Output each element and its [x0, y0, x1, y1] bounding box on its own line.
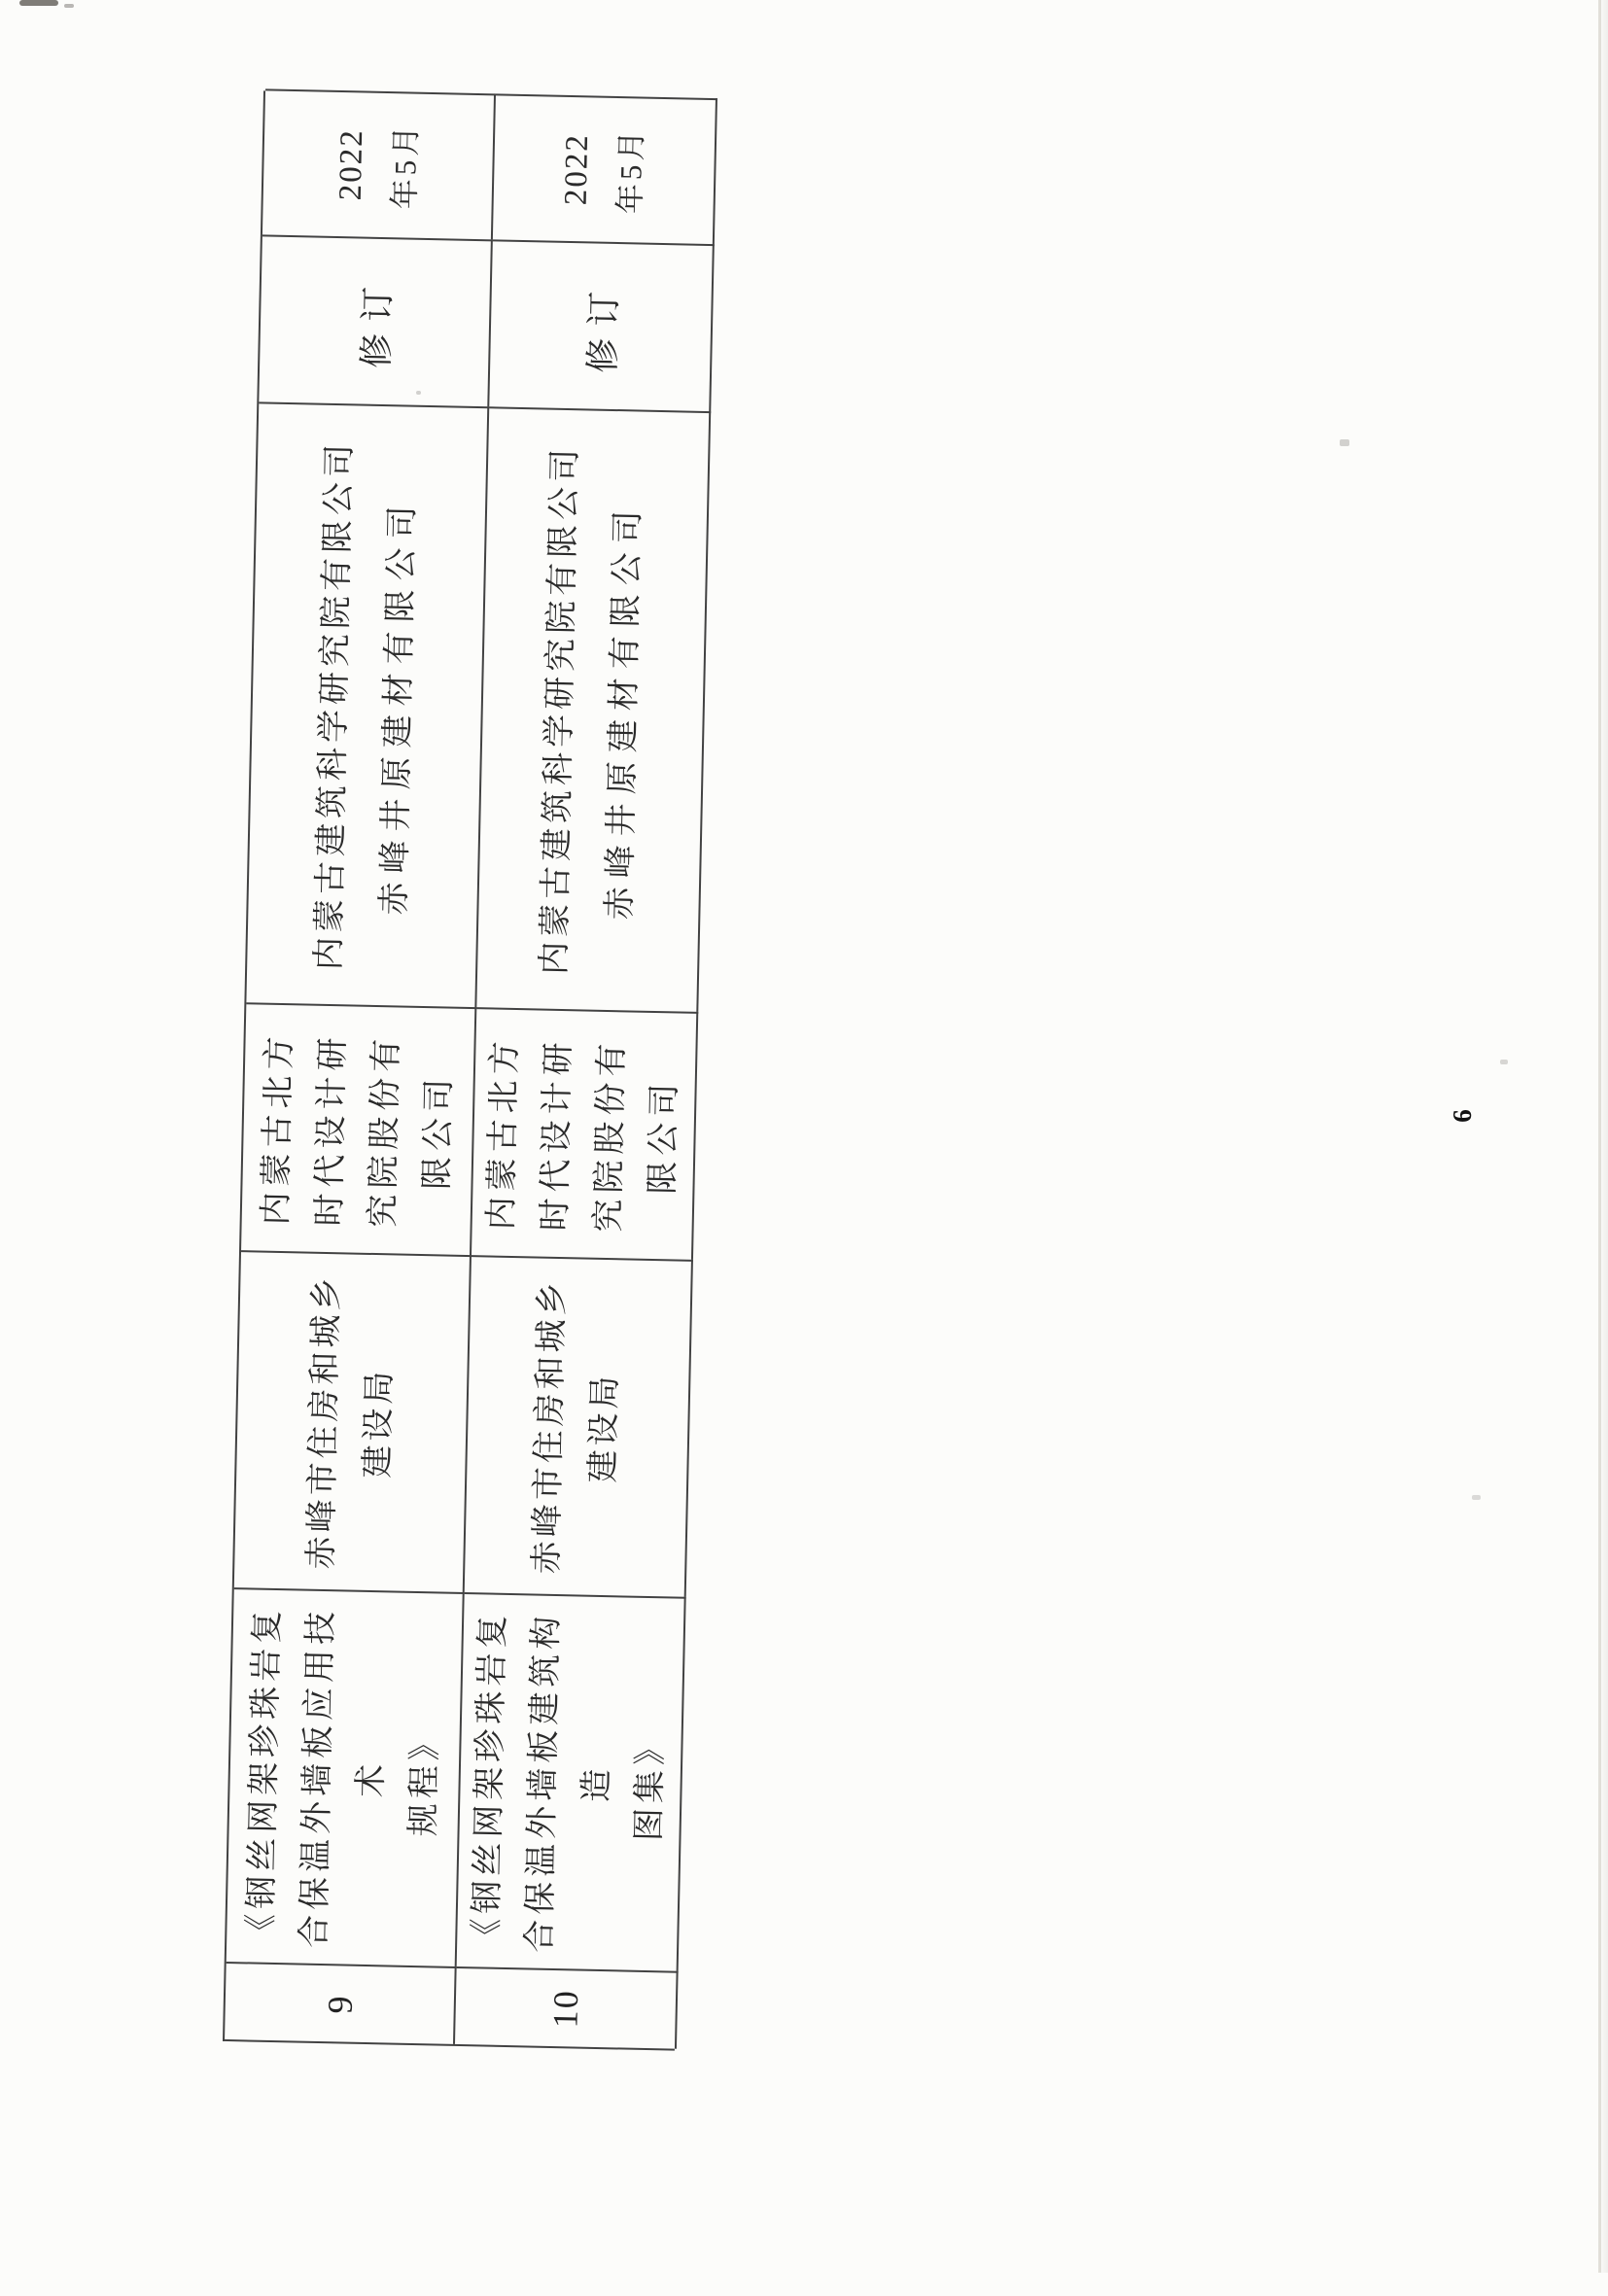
row10-chief-org-cell — [472, 1007, 698, 1260]
row9-chief-org-cell — [241, 1002, 476, 1255]
participant-org-line: 赤峰井原建材有限公司 — [375, 497, 421, 916]
chief-org-line: 内蒙古北方 — [483, 1034, 524, 1231]
scan-speckle — [1472, 1495, 1481, 1500]
department-line: 赤峰市住房和城乡 — [529, 1277, 572, 1575]
participant-org-line: 赤峰井原建材有限公司 — [602, 501, 647, 921]
row10-serial-cell — [455, 1966, 679, 2049]
scan-speckle — [416, 391, 421, 395]
row10-department-cell — [465, 1255, 693, 1597]
row10-title-cell — [457, 1592, 686, 1971]
row9-title-cell — [227, 1587, 465, 1966]
chief-org-line: 内蒙古北方 — [258, 1030, 298, 1226]
standards-table — [223, 90, 716, 2050]
standard-title-line: 合保温外墙板应用技 — [296, 1606, 339, 1949]
standard-title-line: 造 — [578, 1763, 616, 1803]
rotated-table-wrapper — [223, 90, 716, 2050]
department-line: 建设局 — [359, 1367, 399, 1479]
chief-org-line: 究院股份有 — [365, 1032, 405, 1229]
revision-type: 修订 — [357, 274, 399, 369]
page-number: 6 — [1447, 1109, 1477, 1123]
participant-org-line: 内蒙古建筑科学研究院有限公司 — [310, 438, 359, 971]
row9-date-cell — [262, 88, 496, 239]
standard-title-line: 规程》 — [404, 1722, 444, 1837]
serial-number: 10 — [545, 1988, 586, 2029]
standard-title-line: 术 — [352, 1758, 390, 1798]
chief-org-line: 时代设计研 — [537, 1036, 577, 1232]
date-year: 2022 — [332, 127, 369, 201]
row9-serial-cell — [225, 1962, 457, 2044]
scan-speckle — [1500, 1060, 1508, 1064]
chief-org-line: 限公司 — [418, 1072, 458, 1191]
scan-speckle — [1340, 439, 1349, 446]
date-year: 2022 — [558, 132, 596, 206]
row10-date-cell — [493, 93, 717, 244]
scan-edge-shadow — [1598, 0, 1608, 2273]
scan-speckle — [19, 0, 58, 6]
row10-revision-cell — [489, 239, 715, 411]
revision-type: 修订 — [582, 279, 624, 374]
chief-org-line: 究院股份有 — [590, 1037, 631, 1233]
standard-title-line: 图集》 — [631, 1726, 670, 1842]
participant-org-line: 内蒙古建筑科学研究院有限公司 — [537, 443, 584, 976]
chief-org-line: 时代设计研 — [311, 1031, 352, 1227]
chief-org-line: 限公司 — [645, 1077, 683, 1196]
department-line: 建设局 — [585, 1372, 624, 1483]
row9-participants-cell — [246, 401, 489, 1007]
date-month: 年5月 — [612, 126, 649, 215]
date-month: 年5月 — [387, 122, 423, 210]
row9-department-cell — [234, 1250, 472, 1592]
department-line: 赤峰市住房和城乡 — [302, 1273, 346, 1570]
standard-title-line: 合保温外墙板建筑构 — [521, 1611, 566, 1954]
standard-title-line: 《钢丝网架珍珠岩复 — [242, 1605, 286, 1948]
row9-revision-cell — [259, 234, 493, 406]
row10-participants-cell — [476, 406, 711, 1012]
serial-number: 9 — [320, 1994, 360, 2014]
scan-speckle — [64, 4, 74, 8]
standard-title-line: 《钢丝网架珍珠岩复 — [469, 1610, 512, 1952]
